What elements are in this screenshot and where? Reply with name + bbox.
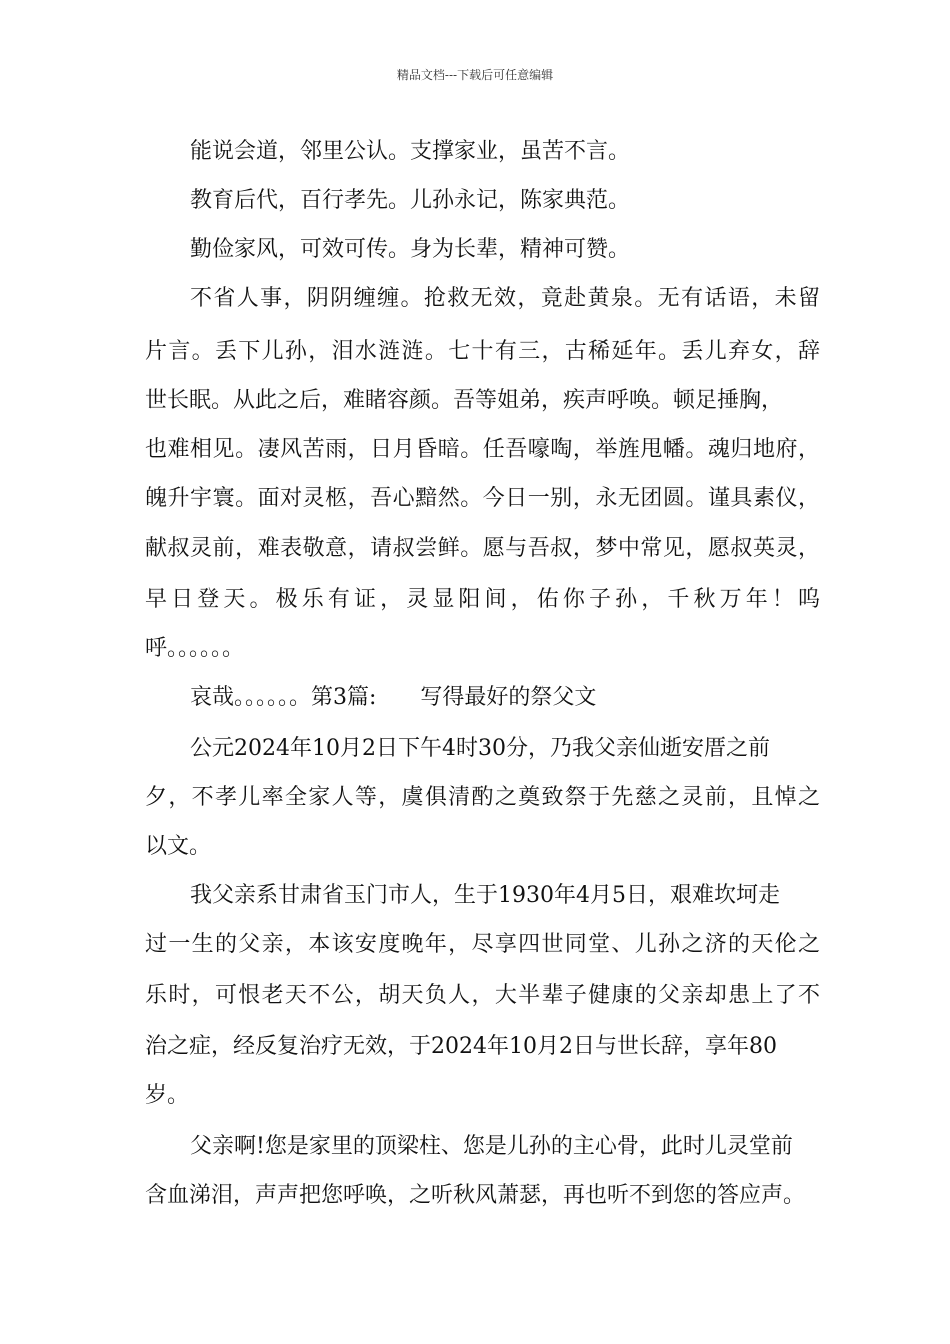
text-line: 片言。丢下儿孙，泪水涟涟。七十有三，古稀延年。丢儿弃女，辞	[145, 339, 820, 364]
text-line: 勤俭家风，可效可传。身为长辈，精神可赞。	[190, 237, 631, 262]
text-line: 不省人事，阴阴缠缠。抢救无效，竟赴黄泉。无有话语，未留	[190, 286, 820, 311]
text-line: 以文。	[145, 834, 212, 859]
text-line: 魄升宇寰。面对灵柩，吾心黯然。今日一别，永无团圆。谨具素仪，	[145, 486, 820, 511]
text-line: 乐时，可恨老天不公，胡天负人，大半辈子健康的父亲却患上了不	[145, 983, 820, 1008]
text-line: 含血涕泪，声声把您呼唤，之听秋风萧瑟，再也听不到您的答应声。	[145, 1183, 806, 1208]
text-line: 教育后代，百行孝先。儿孙永记，陈家典范。	[190, 188, 631, 213]
text-line: 夕，不孝儿率全家人等，虞俱清酌之奠致祭于先慈之灵前，且悼之	[145, 785, 820, 810]
text-line: 我父亲系甘肃省玉门市人，生于1930年4月5日，艰难坎坷走	[190, 883, 780, 908]
text-line: 世长眠。从此之后，难睹容颜。吾等姐弟，疾声呼唤。顿足捶胸，	[145, 388, 784, 413]
text-line: 父亲啊!您是家里的顶梁柱、您是儿孙的主心骨，此时儿灵堂前	[190, 1134, 793, 1159]
text-line: 治之症，经反复治疗无效，于2024年10月2日与世长辞，享年80	[145, 1034, 777, 1059]
section-heading: 哀哉。。。。。。第3篇: 写得最好的祭父文	[190, 685, 597, 710]
text-line: 也难相见。凄风苦雨，日月昏暗。任吾嚎啕，举旌甩幡。魂归地府，	[145, 437, 820, 462]
text-line: 早日登天。极乐有证，灵显阳间，佑你子孙，千秋万年！呜	[145, 587, 820, 612]
page-header: 精品文档---下载后可任意编辑	[396, 68, 554, 82]
text-line: 呼。。。。。。	[145, 636, 245, 661]
text-line: 岁。	[145, 1083, 190, 1108]
text-line: 公元2024年10月2日下午4时30分，乃我父亲仙逝安厝之前	[190, 736, 770, 761]
text-line: 能说会道，邻里公认。支撑家业，虽苦不言。	[190, 139, 631, 164]
text-line: 献叔灵前，难表敬意，请叔尝鲜。愿与吾叔，梦中常见，愿叔英灵，	[145, 536, 820, 561]
text-line: 过一生的父亲，本该安度晚年，尽享四世同堂、儿孙之济的天伦之	[145, 932, 820, 957]
